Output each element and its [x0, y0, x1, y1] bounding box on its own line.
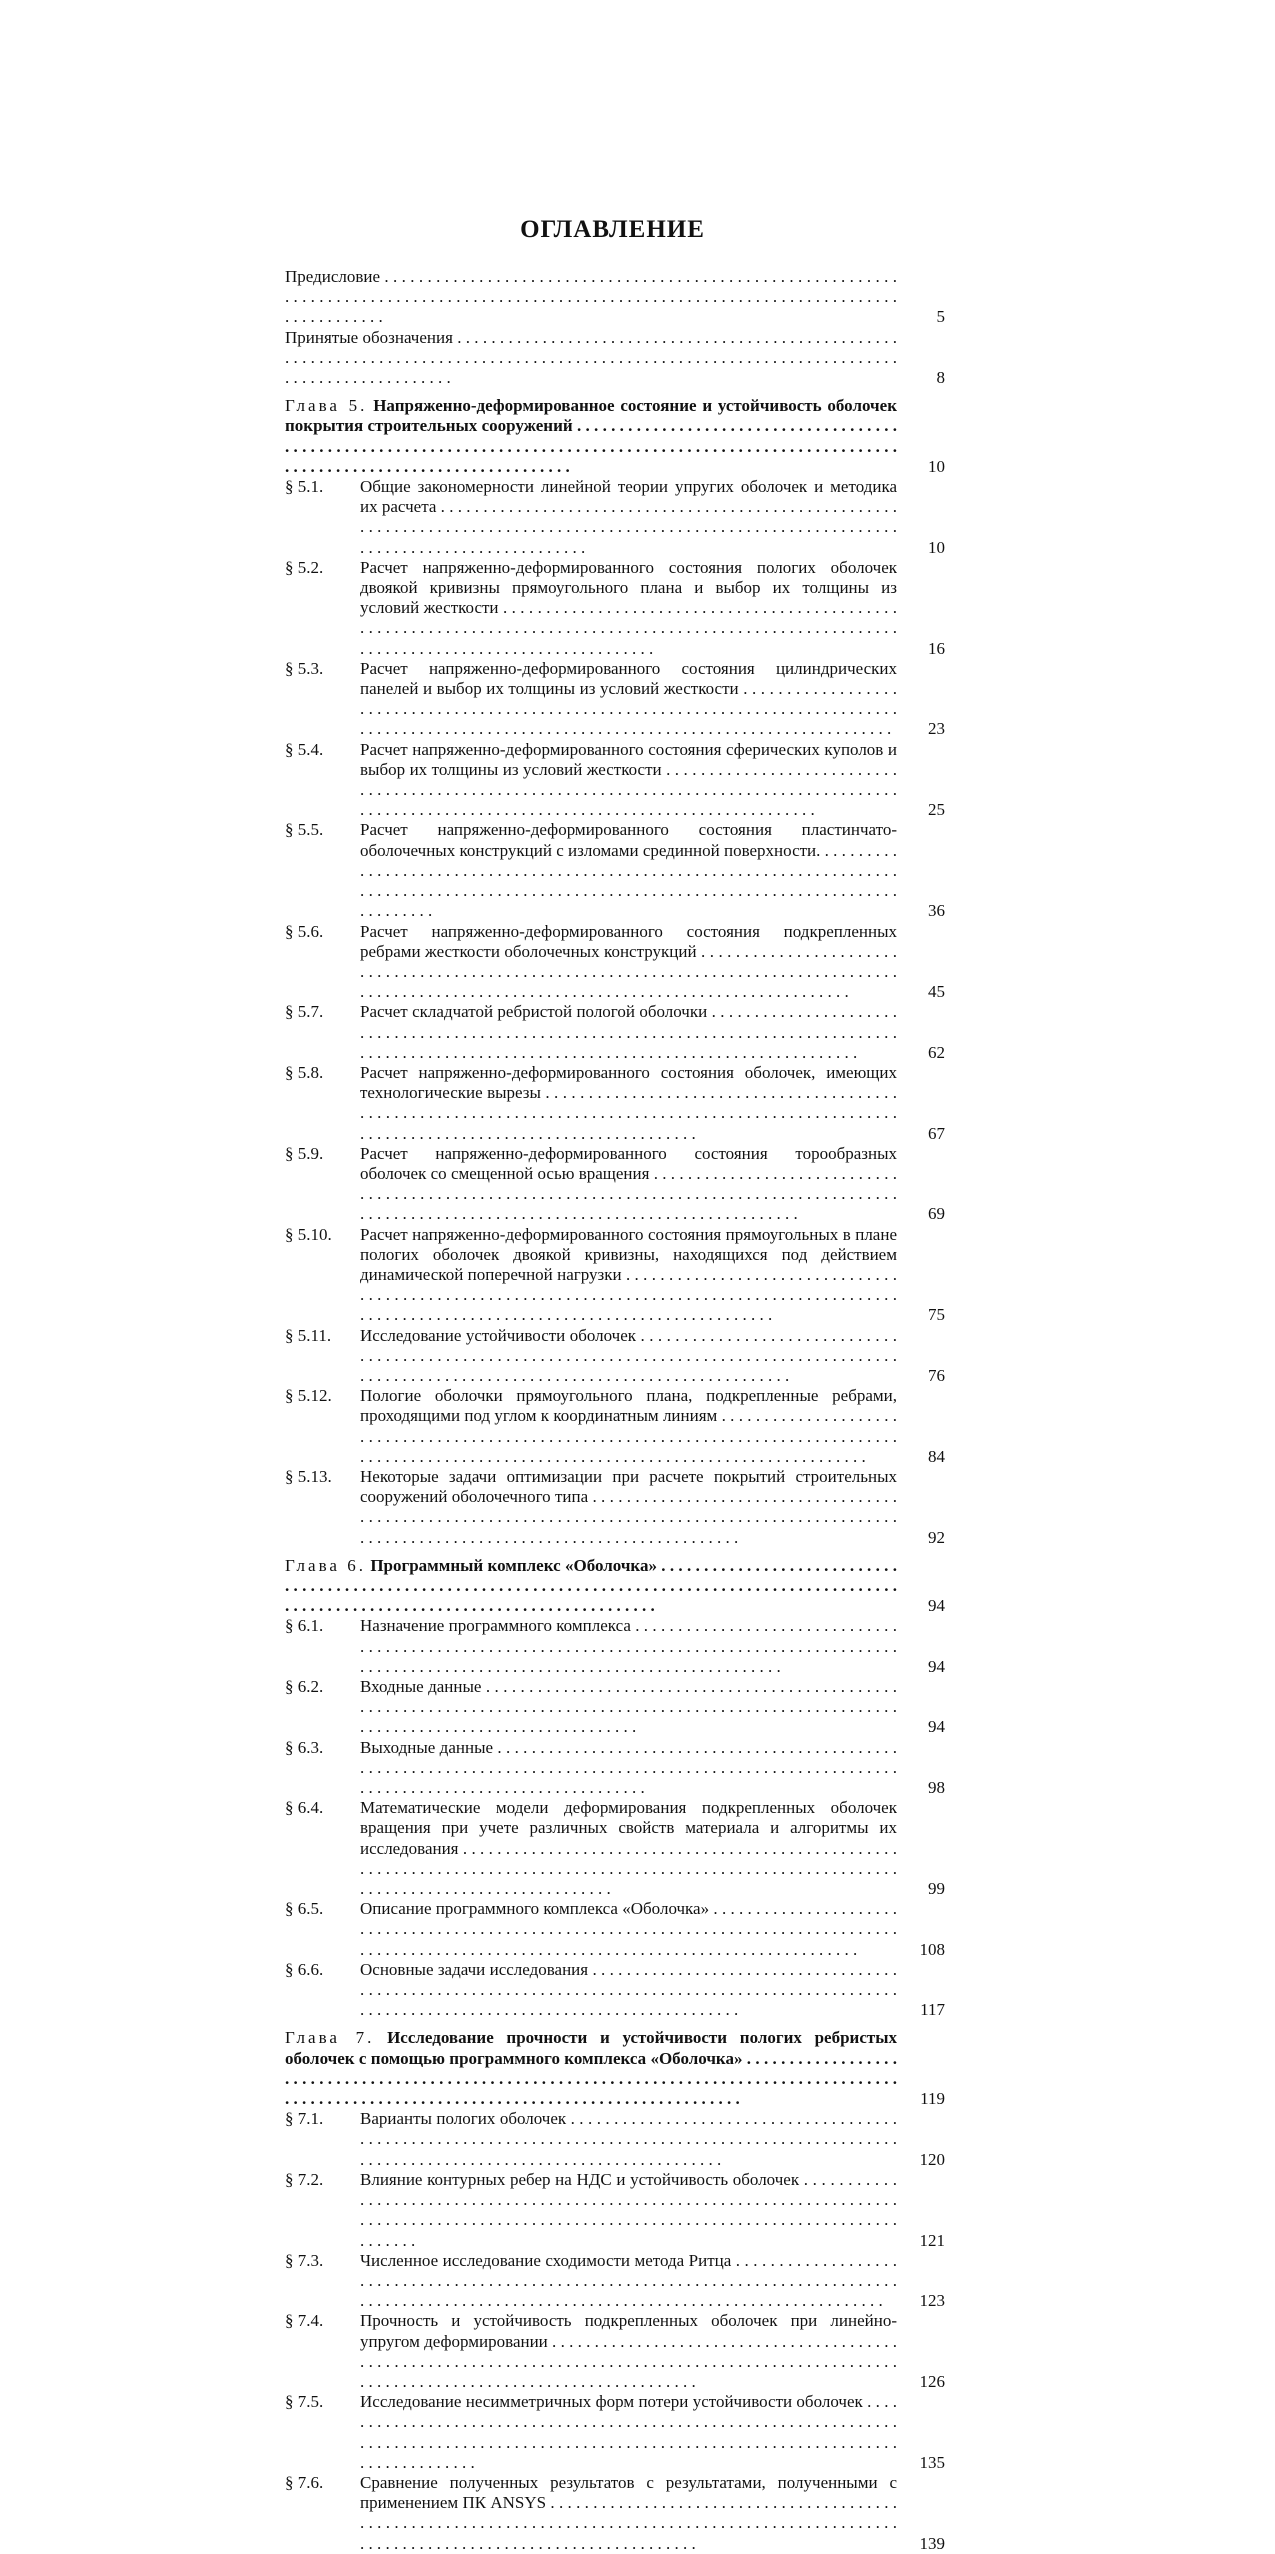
chapter-label: Глава 6.	[285, 1555, 366, 1575]
page-number: 126	[919, 2371, 945, 2391]
page-number: 10	[928, 456, 945, 476]
section-number: § 7.4.	[285, 2311, 324, 2331]
entry-title: Общие закономерности линейной теории упругих оболочек и методика их расчета . . .	[360, 477, 897, 557]
section-number: § 7.1.	[285, 2109, 324, 2129]
section-number: § 5.8.	[285, 1062, 324, 1082]
page-number: 108	[919, 1939, 945, 1959]
toc-section-entry[interactable]	[285, 1677, 945, 1738]
entry-title: Программный комплекс «Оболочка» . . .	[285, 1556, 897, 1615]
entry-title: Расчет напряженно-деформированного состояния пластинчато-оболочечных конструкций с изломами срединной поверхности. . . .	[360, 820, 897, 920]
toc-title: ОГЛАВЛЕНИЕ	[520, 216, 705, 243]
page-number: 84	[928, 1446, 945, 1466]
page-number: 5	[936, 307, 945, 327]
toc-section-entry[interactable]	[285, 1386, 945, 1467]
section-number: § 6.1.	[285, 1616, 324, 1636]
toc-section-entry[interactable]	[285, 1616, 945, 1677]
toc-section-entry[interactable]	[285, 1899, 945, 1960]
section-number: § 6.5.	[285, 1899, 324, 1919]
page-number: 98	[928, 1778, 945, 1798]
page-number: 123	[919, 2291, 945, 2311]
toc-section-entry[interactable]	[285, 2392, 945, 2473]
section-number: § 6.3.	[285, 1737, 324, 1757]
entry-title: Расчет напряженно-деформированного состояния оболочек, имеющих технологические вырезы . . .	[360, 1063, 897, 1143]
entry-title: Входные данные . . .	[360, 1677, 897, 1736]
toc-section-entry[interactable]	[285, 477, 945, 558]
toc-section-entry[interactable]	[285, 1144, 945, 1225]
entry-title: Описание программного комплекса «Оболочка» . . .	[360, 1899, 897, 1958]
entry-title: Влияние контурных ребер на НДС и устойчивость оболочек . . .	[360, 2170, 897, 2250]
toc-section-entry[interactable]	[285, 922, 945, 1003]
page-number: 94	[928, 1717, 945, 1737]
entry-title: Напряженно-деформированное состояние и устойчивость оболочек покрытия строительных сооружений . . .	[285, 396, 897, 476]
section-number: § 5.13.	[285, 1466, 332, 1486]
section-number: § 7.3.	[285, 2250, 324, 2270]
page-number: 120	[919, 2149, 945, 2169]
toc-section-entry[interactable]	[285, 1798, 945, 1899]
table-of-contents	[285, 267, 945, 2554]
entry-title: Пологие оболочки прямоугольного плана, подкрепленные ребрами, проходящими под углом к координатным линиям . . .	[360, 1386, 897, 1466]
toc-section-entry[interactable]	[285, 740, 945, 821]
entry-title: Расчет напряженно-деформированного состояния сферических куполов и выбор их толщины из условий жесткости . . .	[360, 740, 897, 820]
toc-section-entry[interactable]	[285, 1002, 945, 1063]
toc-chapter-entry[interactable]	[285, 2028, 945, 2109]
page-number: 10	[928, 537, 945, 557]
toc-section-entry[interactable]	[285, 1063, 945, 1144]
section-number: § 7.2.	[285, 2169, 324, 2189]
entry-title: Некоторые задачи оптимизации при расчете покрытий строительных сооружений оболочечного типа . . .	[360, 1467, 897, 1547]
toc-section-entry[interactable]	[285, 659, 945, 740]
page-number: 62	[928, 1042, 945, 1062]
entry-title: Предисловие . . .	[285, 267, 897, 326]
entry-title: Численное исследование сходимости метода Ритца . . .	[360, 2251, 897, 2310]
section-number: § 5.10.	[285, 1224, 332, 1244]
section-number: § 5.12.	[285, 1386, 332, 1406]
toc-section-entry[interactable]	[285, 1467, 945, 1548]
section-number: § 5.4.	[285, 739, 324, 759]
toc-section-entry[interactable]	[285, 2109, 945, 2170]
entry-title: Расчет складчатой ребристой пологой оболочки . . .	[360, 1002, 897, 1061]
entry-title: Расчет напряженно-деформированного состояния цилиндрических панелей и выбор их толщины из условий жесткости . . .	[360, 659, 897, 739]
toc-section-entry[interactable]	[285, 2251, 945, 2312]
section-number: § 6.4.	[285, 1798, 324, 1818]
toc-section-entry[interactable]	[285, 2170, 945, 2251]
section-number: § 7.5.	[285, 2392, 324, 2412]
page-number: 99	[928, 1879, 945, 1899]
section-number: § 5.3.	[285, 658, 324, 678]
entry-title: Выходные данные . . .	[360, 1738, 897, 1797]
entry-title: Варианты пологих оболочек . . .	[360, 2109, 897, 2168]
page-number: 94	[928, 1656, 945, 1676]
toc-section-entry[interactable]	[285, 2311, 945, 2392]
page-number: 67	[928, 1123, 945, 1143]
page-number: 75	[928, 1305, 945, 1325]
page-number: 69	[928, 1204, 945, 1224]
toc-entry[interactable]	[285, 328, 945, 389]
toc-chapter-entry[interactable]	[285, 396, 945, 477]
section-number: § 5.5.	[285, 820, 324, 840]
toc-section-entry[interactable]	[285, 558, 945, 659]
entry-title: Математические модели деформирования подкрепленных оболочек вращения при учете различных свойств материала и алгоритмы их исследования . . .	[360, 1798, 897, 1898]
toc-section-entry[interactable]	[285, 1738, 945, 1799]
entry-title: Исследование несимметричных форм потери устойчивости оболочек . . .	[360, 2392, 897, 2472]
page-number: 121	[919, 2230, 945, 2250]
page-number: 94	[928, 1596, 945, 1616]
toc-section-entry[interactable]	[285, 1225, 945, 1326]
toc-entry[interactable]	[285, 267, 945, 328]
section-number: § 5.9.	[285, 1143, 324, 1163]
entry-title: Расчет напряженно-деформированного состояния прямоугольных в плане пологих оболочек двоякой кривизны, находящихся под действием динамической поперечной нагрузки . . .	[360, 1225, 897, 1325]
toc-section-entry[interactable]	[285, 1326, 945, 1387]
page-number: 23	[928, 719, 945, 739]
entry-title: Прочность и устойчивость подкрепленных оболочек при линейно-упругом деформировании . . .	[360, 2311, 897, 2391]
page-number: 92	[928, 1527, 945, 1547]
section-number: § 5.1.	[285, 477, 324, 497]
page-number: 119	[920, 2089, 945, 2109]
chapter-label: Глава 5.	[285, 396, 368, 416]
entry-title: Исследование устойчивости оболочек . . .	[360, 1326, 897, 1385]
toc-section-entry[interactable]	[285, 2473, 945, 2554]
entry-title: Сравнение полученных результатов с результатами, полученными с применением ПК ANSYS . . .	[360, 2473, 897, 2553]
section-number: § 5.11.	[285, 1325, 332, 1345]
section-number: § 6.6.	[285, 1959, 324, 1979]
page-number: 117	[920, 2000, 945, 2020]
page-number: 25	[928, 800, 945, 820]
page-number: 139	[919, 2533, 945, 2553]
chapter-label: Глава 7.	[285, 2028, 375, 2048]
entry-title: Назначение программного комплекса . . .	[360, 1616, 897, 1675]
section-number: § 5.6.	[285, 921, 324, 941]
page-number: 45	[928, 982, 945, 1002]
toc-section-entry[interactable]	[285, 1960, 945, 2021]
section-number: § 7.6.	[285, 2472, 324, 2492]
entry-title: Расчет напряженно-деформированного состояния пологих оболочек двоякой кривизны прямоугольного плана и выбор их толщины из условий жесткости . . .	[360, 558, 897, 658]
entry-title: Исследование прочности и устойчивости пологих ребристых оболочек с помощью программного комплекса «Оболочка» . . .	[285, 2028, 897, 2108]
toc-chapter-entry[interactable]	[285, 1556, 945, 1617]
toc-section-entry[interactable]	[285, 820, 945, 921]
section-number: § 6.2.	[285, 1677, 324, 1697]
page-number: 8	[936, 368, 945, 388]
page-number: 16	[928, 638, 945, 658]
page-number: 36	[928, 901, 945, 921]
page-number: 135	[919, 2452, 945, 2472]
entry-title: Основные задачи исследования . . .	[360, 1960, 897, 2019]
section-number: § 5.7.	[285, 1002, 324, 1022]
entry-title: Принятые обозначения . . .	[285, 328, 897, 387]
section-number: § 5.2.	[285, 557, 324, 577]
entry-title: Расчет напряженно-деформированного состояния подкрепленных ребрами жесткости оболочечных конструкций . . .	[360, 922, 897, 1002]
entry-title: Расчет напряженно-деформированного состояния торообразных оболочек со смещенной осью вращения . . .	[360, 1144, 897, 1224]
page-number: 76	[928, 1365, 945, 1385]
